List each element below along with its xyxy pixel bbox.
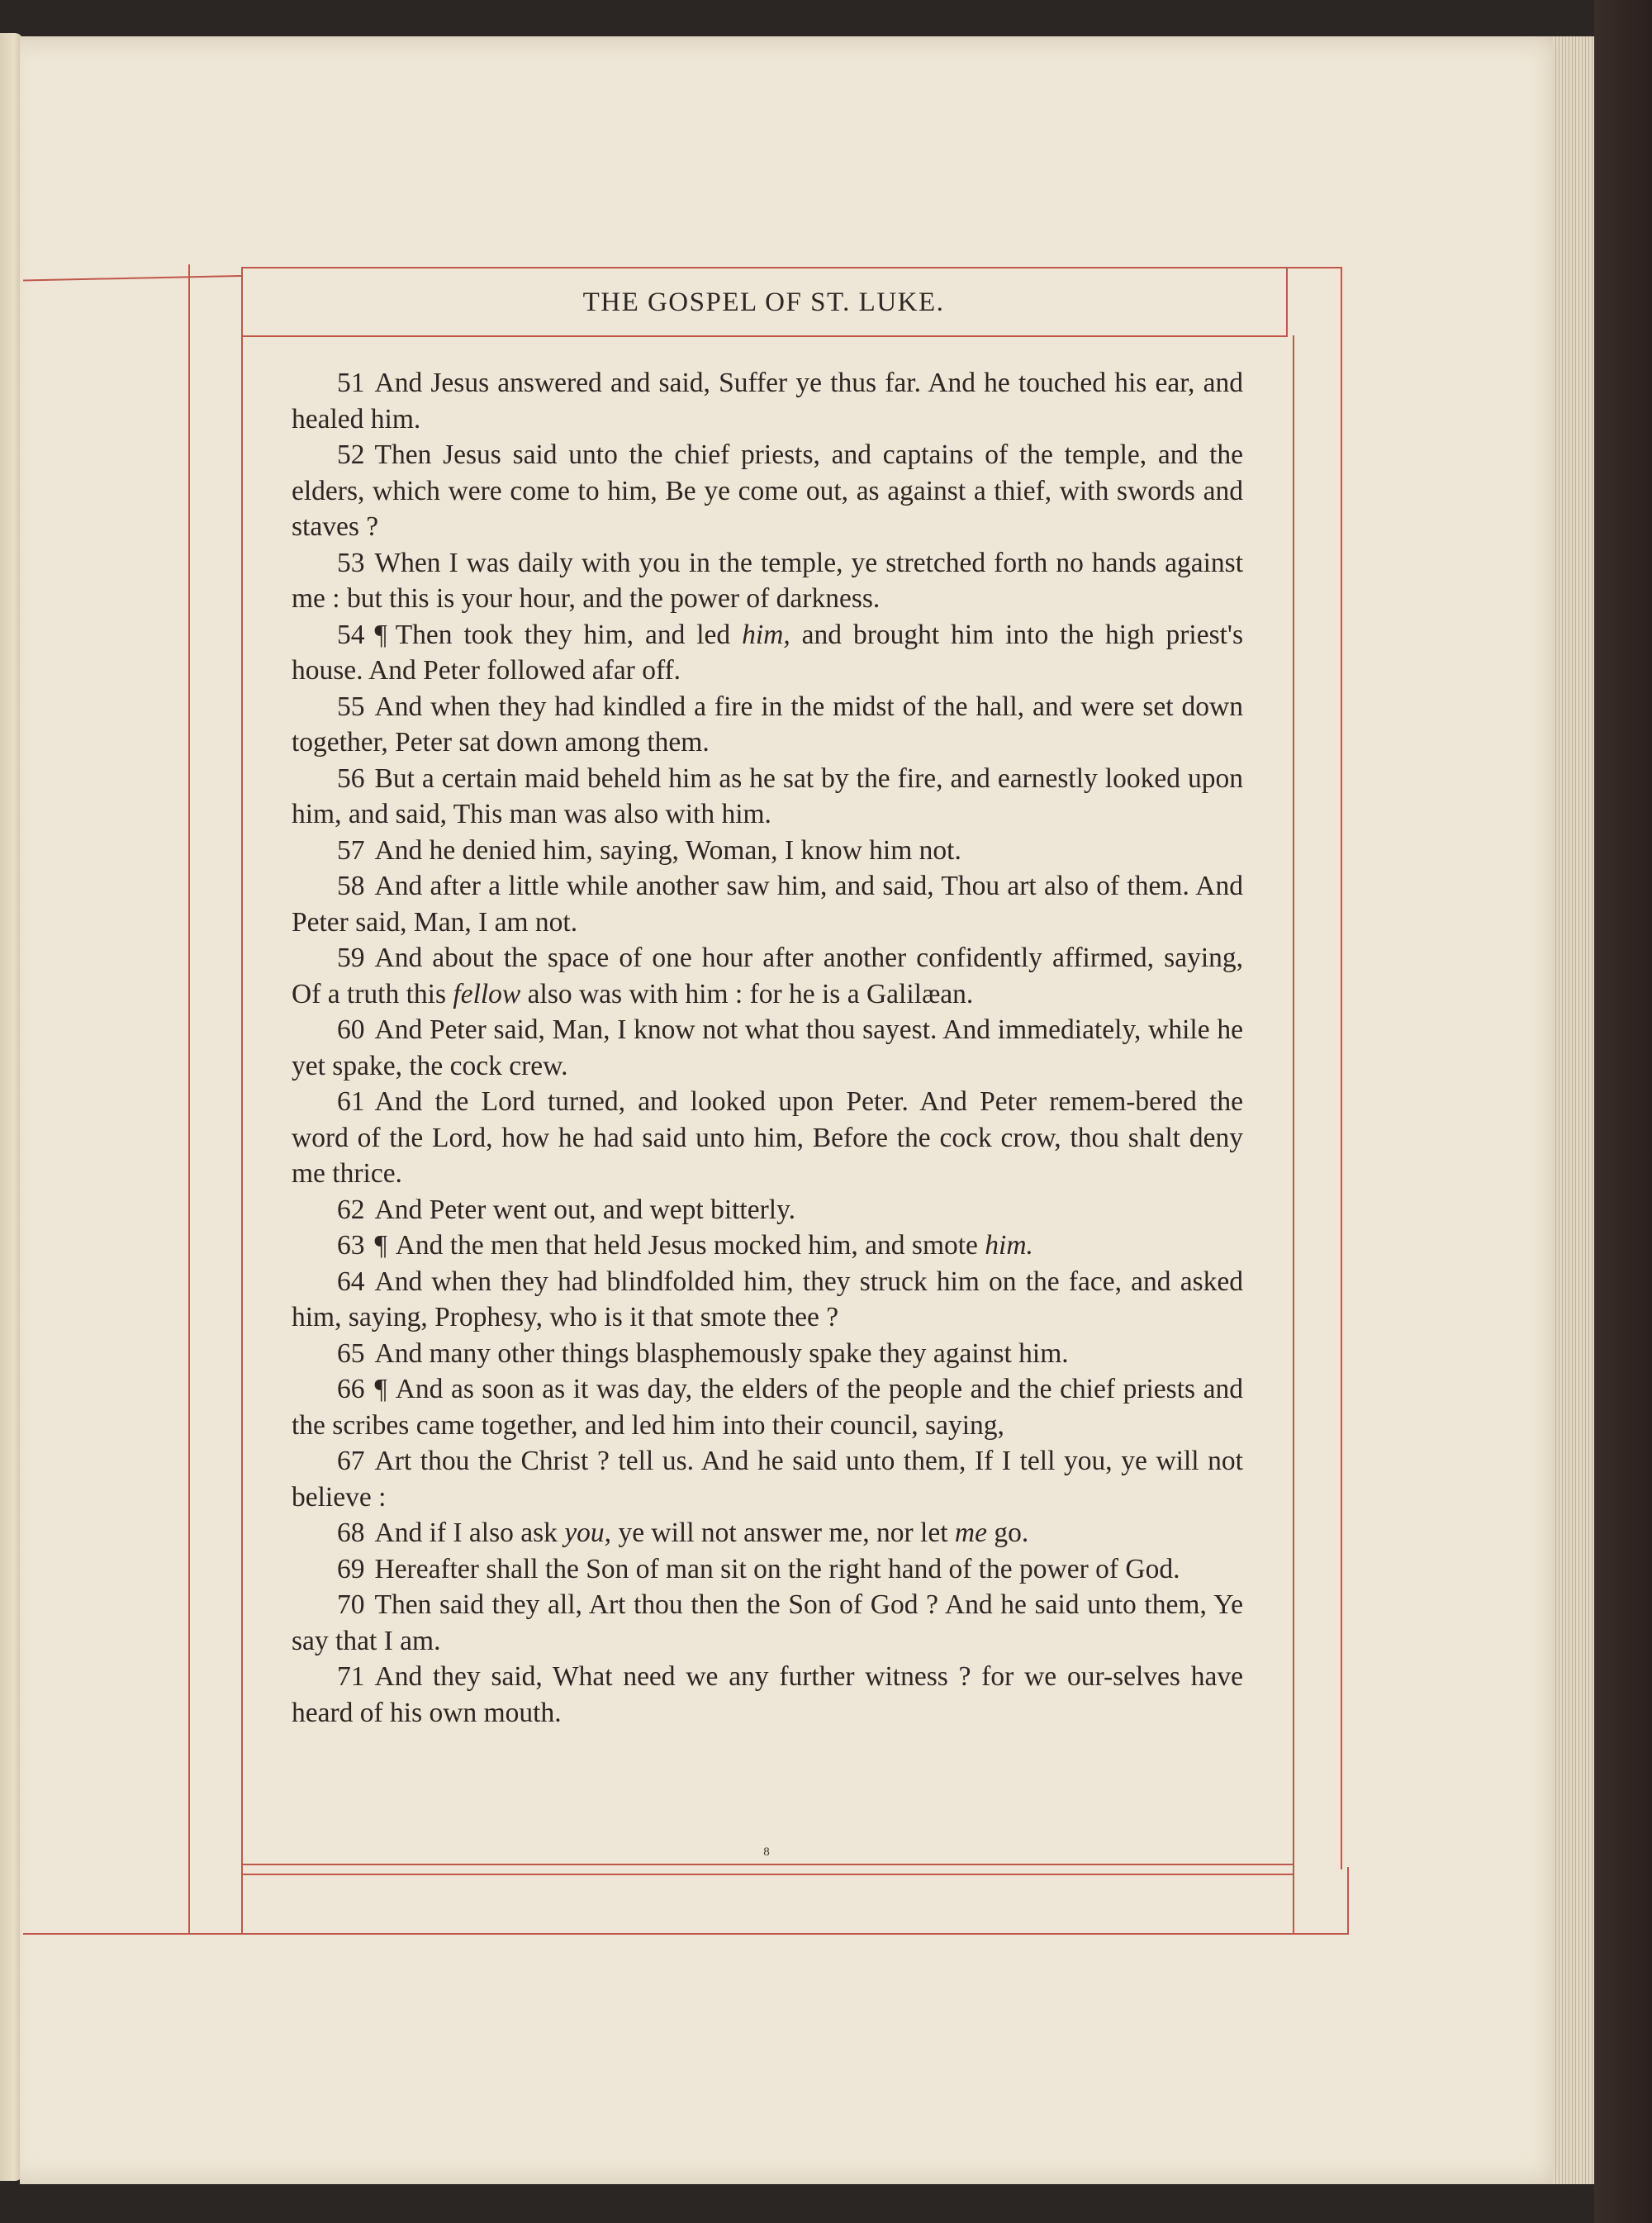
verse-number: 53 (337, 547, 365, 578)
verse-64 (292, 1264, 1243, 1336)
verse-number: 69 (337, 1553, 365, 1584)
rule-bottom-outer (23, 1933, 1349, 1935)
verse-number: 66 (337, 1374, 365, 1404)
rule-bottom-inner (243, 1874, 1294, 1875)
verse-text: And Peter went out, and wept bitterly. (374, 1194, 796, 1225)
verse-text-italic: me (954, 1518, 987, 1548)
verse-69 (292, 1551, 1243, 1588)
verse-number: 70 (337, 1589, 365, 1620)
verse-number: 71 (337, 1661, 365, 1692)
verse-text-italic: him, (742, 619, 790, 650)
verse-number: 68 (337, 1518, 365, 1548)
verse-text: Hereafter shall the Son of man sit on the right hand of the power of God. (374, 1553, 1180, 1584)
rule-right-text (1293, 335, 1294, 1865)
verse-number: 57 (337, 834, 365, 866)
verse-number: 59 (337, 943, 365, 973)
verse-65 (292, 1336, 1243, 1372)
verse-text: And when they had kindled a fire in the midst of the hall, and were set down together, Peter sat down among them. (292, 691, 1243, 758)
verse-67 (292, 1443, 1243, 1515)
verse-text: Then Jesus said unto the chief priests, and captains of the temple, and the elders, which were come to him, Be ye come out, as against a thief, with swords and staves ? (292, 439, 1243, 542)
book-cover-edge (1594, 0, 1652, 2223)
verse-71 (292, 1659, 1243, 1731)
verse-number: 58 (337, 871, 365, 901)
rule-head-bottom (243, 335, 1286, 337)
verse-52 (292, 437, 1243, 545)
verse-number: 55 (337, 691, 365, 722)
verse-text: But a certain maid beheld him as he sat by the fire, and earnestly looked upon him, and said, This man was also with him. (292, 762, 1243, 829)
verse-text: And after a little while another saw him, and said, Thou art also of them. And Peter said, Man, I am not. (292, 871, 1243, 938)
rule-right-inner-lower (1293, 1864, 1294, 1935)
verse-number: 56 (337, 762, 365, 794)
signature-mark: 8 (763, 1845, 770, 1859)
verse-number: 61 (337, 1086, 365, 1117)
verse-number: 67 (337, 1446, 365, 1476)
verse-53 (292, 545, 1243, 617)
verse-number: 62 (337, 1194, 365, 1225)
verse-text: Then took they him, and led (395, 619, 743, 650)
verse-number: 52 (337, 439, 365, 470)
verse-55 (292, 689, 1243, 761)
running-head: THE GOSPEL OF ST. LUKE. (582, 287, 945, 317)
verse-number: 60 (337, 1014, 365, 1045)
verse-58 (292, 868, 1243, 940)
verse-text-italic: you, (564, 1518, 612, 1548)
verse-text: When I was daily with you in the temple, ye stretched forth no hands against me : but this is your hour, and the power of darkness. (292, 547, 1243, 614)
verse-text: also was with him : for he is a Galilæan. (520, 978, 974, 1009)
verse-text: And he denied him, saying, Woman, I know him not. (374, 834, 961, 866)
verse-text: And the Lord turned, and looked upon Peter. And Peter remem-bered the word of the Lord, how he had said unto him, Before the cock crow, thou shalt deny me thrice. (292, 1086, 1243, 1189)
rule-right-outer-lower (1347, 1867, 1349, 1935)
verse-text: go. (986, 1518, 1029, 1548)
rule-right-inner (1286, 267, 1288, 337)
rule-left-inner (241, 267, 243, 1935)
verse-text: and brought him into the high priest's house. And Peter followed afar off. (292, 619, 1243, 686)
verse-68 (292, 1515, 1243, 1551)
pilcrow-mark: ¶ (374, 1230, 387, 1261)
scripture-text (292, 365, 1243, 1731)
rule-text-bottom (243, 1864, 1294, 1865)
verse-text: And Jesus answered and said, Suffer ye thus far. And he touched his ear, and healed him. (292, 368, 1243, 435)
verse-text-italic: him. (985, 1230, 1033, 1261)
verse-number: 64 (337, 1266, 365, 1297)
verse-51 (292, 365, 1243, 437)
verse-text: And the men that held Jesus mocked him, and smote (395, 1230, 985, 1261)
verse-number: 51 (337, 368, 365, 398)
verse-number: 65 (337, 1337, 365, 1369)
rule-left-outer (188, 264, 190, 1935)
verse-number: 63 (337, 1230, 365, 1261)
verse-text: And Peter said, Man, I know not what thou sayest. And immediately, while he yet spake, the cock crew. (292, 1014, 1243, 1081)
pilcrow-mark: ¶ (374, 619, 387, 650)
verse-text-italic: fellow (453, 978, 521, 1009)
rule-top-outer (241, 267, 1342, 268)
rule-right-outer (1341, 267, 1342, 1869)
pilcrow-mark: ¶ (374, 1374, 387, 1404)
verse-54 (292, 617, 1243, 689)
verse-62 (292, 1192, 1243, 1228)
verse-text: And they said, What need we any further witness ? for we our-selves have heard of his own mouth. (292, 1661, 1243, 1728)
verse-57 (292, 833, 1243, 869)
verse-number: 54 (337, 619, 365, 650)
verse-text: Art thou the Christ ? tell us. And he said unto them, If I tell you, ye will not believe : (292, 1446, 1243, 1513)
verse-66 (292, 1371, 1243, 1443)
verse-56 (292, 761, 1243, 833)
verse-text: Then said they all, Art thou then the Son of God ? And he said unto them, Ye say that I am. (292, 1589, 1243, 1656)
verse-text: And about the space of one hour after another confidently affirmed, saying, Of a truth this (292, 943, 1243, 1009)
verse-61 (292, 1084, 1243, 1192)
verse-text: And if I also ask (374, 1518, 565, 1548)
verse-59 (292, 940, 1243, 1012)
verse-63 (292, 1228, 1243, 1264)
verse-text: ye will not answer me, nor let (611, 1518, 955, 1548)
verse-text: And as soon as it was day, the elders of the people and the chief priests and the scribes came together, and led him into their council, saying, (292, 1374, 1243, 1441)
verse-text: And many other things blasphemously spake they against him. (374, 1337, 1069, 1369)
verse-70 (292, 1587, 1243, 1659)
verse-60 (292, 1012, 1243, 1084)
verse-text: And when they had blindfolded him, they struck him on the face, and asked him, saying, Prophesy, who is it that smote thee ? (292, 1266, 1243, 1332)
